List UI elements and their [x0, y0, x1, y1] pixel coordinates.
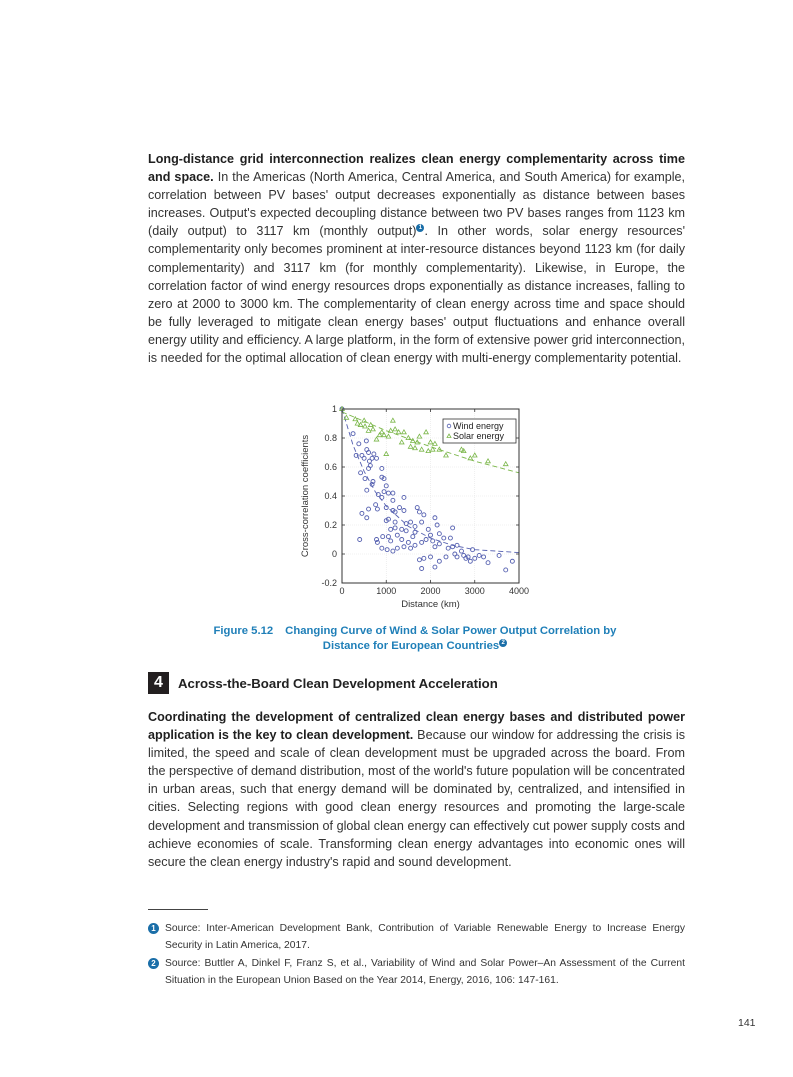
wind-data-point: [420, 567, 424, 571]
wind-data-point: [420, 540, 424, 544]
wind-data-point: [365, 516, 369, 520]
wind-data-point: [455, 555, 459, 559]
body-paragraph-interconnection: [148, 150, 685, 367]
wind-data-point: [433, 516, 437, 520]
figure-caption: [190, 624, 640, 654]
y-tick-label: 0.6: [324, 462, 337, 472]
wind-data-point: [413, 524, 417, 528]
wind-data-point: [375, 507, 379, 511]
wind-data-point: [417, 510, 421, 514]
solar-data-point: [399, 440, 404, 444]
wind-data-point: [386, 535, 390, 539]
solar-data-point: [353, 417, 358, 421]
wind-data-point: [391, 491, 395, 495]
paragraph-text: Because our window for addressing the crisis is limited, the speed and scale of clean development must be upgraded across the board. From the perspective of demand distribution, most of the world's future population will be concentrated in urban areas, such that energy demand will be dominated by, centralized, and intensified in cities. Selecting regions with good clean energy resources and promoting the large-scale development and transmission of global clean energy can effectively cut power supply costs and achieve economies of scale. Transforming clean energy advantages into economic ones will secure the clean energy industry's rapid and sound development.: [148, 728, 685, 869]
wind-data-point: [358, 538, 362, 542]
wind-data-point: [402, 545, 406, 549]
solar-data-point: [413, 446, 418, 450]
wind-data-point: [422, 513, 426, 517]
solar-data-point: [368, 423, 373, 427]
wind-data-point: [444, 555, 448, 559]
wind-data-point: [393, 526, 397, 530]
wind-data-point: [367, 507, 371, 511]
solar-data-point: [371, 427, 376, 431]
paragraph-text: . In other words, solar energy resources' complementarity only becomes prominent at inter-resource distances beyond 1123 km (for daily complementarity) and 3117 km (for monthly complementarity). Likewise, in Europe, the correlation factor of wind energy resources drops exponentially as distance increases, falling to zero at 2000 to 3000 km. The complementarity of clean energy across time and space should be fully leveraged to mitigate clean energy bases' output fluctuations and enhance overall energy utility and efficiency. A large platform, in the form of extensive power grid interconnection, is needed for the optimal allocation of clean energy with multi-energy complementarity potential.: [148, 224, 685, 366]
x-axis-label: Distance (km): [401, 599, 460, 610]
wind-data-point: [374, 503, 378, 507]
wind-data-point: [380, 466, 384, 470]
wind-data-point: [370, 456, 374, 460]
wind-data-point: [415, 506, 419, 510]
wind-data-point: [504, 568, 508, 572]
section-heading: [148, 672, 498, 694]
solar-data-point: [419, 447, 424, 451]
wind-data-point: [400, 538, 404, 542]
wind-data-point: [398, 506, 402, 510]
legend-wind-label: Wind energy: [453, 421, 504, 431]
x-tick-label: 4000: [508, 586, 530, 596]
footnote-text: Source: Inter-American Development Bank, Contribution of Variable Renewable Energy to Increase Energy Security in Latin America, 2017.: [165, 923, 685, 951]
wind-data-point: [382, 490, 386, 494]
wind-data-point: [431, 539, 435, 543]
solar-data-point: [406, 436, 411, 440]
wind-data-point: [409, 520, 413, 524]
wind-data-point: [380, 495, 384, 499]
wind-data-point: [363, 477, 367, 481]
solar-data-point: [426, 449, 431, 453]
wind-data-point: [468, 559, 472, 563]
footnote-text: Source: Buttler A, Dinkel F, Franz S, et al., Variability of Wind and Solar Power–An Assessment of the Current Situation in the European Union Based on the Year 2014, Energy, 2016, 106: 147-161.: [165, 958, 685, 986]
x-tick-label: 2000: [420, 586, 441, 596]
wind-data-point: [380, 546, 384, 550]
wind-data-point: [395, 533, 399, 537]
wind-data-point: [385, 548, 389, 552]
footnote-ref-2[interactable]: 2: [499, 639, 507, 647]
wind-data-point: [482, 555, 486, 559]
solar-data-point: [424, 430, 429, 434]
x-tick-label: 3000: [464, 586, 485, 596]
solar-data-point: [388, 428, 393, 432]
wind-data-point: [417, 558, 421, 562]
wind-data-point: [357, 442, 361, 446]
wind-data-point: [437, 542, 441, 546]
y-tick-label: 0.2: [324, 520, 337, 530]
solar-data-point: [382, 433, 387, 437]
wind-data-point: [391, 498, 395, 502]
footnote-divider: [148, 909, 208, 910]
y-axis-label: Cross-correlation coefficients: [300, 434, 311, 558]
wind-data-point: [437, 532, 441, 536]
wind-data-point: [395, 546, 399, 550]
footnote-marker-icon: 1: [148, 923, 159, 934]
wind-data-point: [372, 452, 376, 456]
legend-solar-label: Solar energy: [453, 431, 505, 441]
wind-data-point: [451, 526, 455, 530]
wind-data-point: [471, 548, 475, 552]
wind-data-point: [411, 535, 415, 539]
wind-data-point: [510, 559, 514, 563]
figure-title-line2: Distance for European Countries: [322, 640, 500, 652]
wind-data-point: [404, 529, 408, 533]
wind-data-point: [391, 549, 395, 553]
wind-data-point: [433, 565, 437, 569]
figure-number: Figure 5.12: [213, 625, 274, 637]
wind-data-point: [442, 536, 446, 540]
wind-data-point: [433, 545, 437, 549]
solar-data-point: [417, 434, 422, 438]
wind-data-point: [351, 432, 355, 436]
y-tick-label: 0.4: [324, 491, 337, 501]
page-number: 141: [738, 1017, 756, 1029]
solar-data-point: [391, 418, 396, 422]
y-tick-label: -0.2: [321, 578, 337, 588]
wind-data-point: [420, 520, 424, 524]
wind-data-point: [389, 539, 393, 543]
figure-title-line1: Changing Curve of Wind & Solar Power Output Correlation by: [285, 625, 617, 637]
solar-data-point: [444, 453, 449, 457]
scatter-chart: [296, 398, 536, 620]
footnote-ref-1[interactable]: 1: [416, 224, 424, 232]
wind-data-point: [393, 520, 397, 524]
wind-data-point: [386, 491, 390, 495]
solar-data-point: [366, 428, 371, 432]
solar-data-point: [402, 430, 407, 434]
wind-data-point: [455, 543, 459, 547]
solar-data-point: [408, 444, 413, 448]
wind-data-point: [446, 546, 450, 550]
wind-data-point: [400, 527, 404, 531]
solar-data-point: [433, 441, 438, 445]
wind-data-point: [413, 530, 417, 534]
wind-data-point: [437, 559, 441, 563]
wind-data-point: [424, 538, 428, 542]
wind-data-point: [409, 546, 413, 550]
footnote-2: [148, 955, 685, 989]
footnote-1: [148, 920, 685, 954]
solar-data-point: [344, 415, 349, 419]
paragraph-lead: Coordinating the development of centralized clean energy bases and distributed power application is the key to clean development.: [148, 710, 685, 743]
wind-data-point: [360, 511, 364, 515]
wind-data-point: [362, 456, 366, 460]
y-tick-label: 1: [331, 404, 337, 414]
wind-data-point: [477, 553, 481, 557]
solar-data-point: [374, 437, 379, 441]
wind-data-point: [413, 543, 417, 547]
wind-data-point: [459, 549, 463, 553]
wind-data-point: [402, 509, 406, 513]
wind-data-point: [402, 495, 406, 499]
wind-data-point: [365, 488, 369, 492]
section-number-badge: 4: [148, 672, 169, 694]
wind-data-point: [359, 471, 363, 475]
wind-data-point: [422, 556, 426, 560]
solar-data-point: [503, 462, 508, 466]
wind-data-point: [448, 536, 452, 540]
solar-data-point: [386, 434, 391, 438]
x-tick-label: 1000: [376, 586, 397, 596]
paragraph-text: In the Americas (North America, Central America, and South America) for example, correlation between PV bases' output decreases exponentially as distance between bases increases. Output's expected decoupling distance between two PV bases ranges from 1123 km (daily output) to 3117 km (monthly output): [148, 170, 685, 239]
paragraph-lead: Long-distance grid interconnection realizes clean energy complementarity across time and space.: [148, 152, 685, 185]
wind-data-point: [486, 561, 490, 565]
chart-legend: [443, 419, 516, 443]
x-tick-label: 0: [339, 586, 345, 596]
wind-data-point: [497, 553, 501, 557]
y-tick-label: 0: [331, 549, 337, 559]
wind-data-point: [389, 527, 393, 531]
solar-data-point: [486, 459, 491, 463]
wind-data-point: [381, 535, 385, 539]
section-title: Across-the-Board Clean Development Acceleration: [178, 675, 498, 691]
wind-data-point: [375, 456, 379, 460]
footnote-marker-icon: 2: [148, 958, 159, 969]
solar-data-point: [363, 424, 368, 428]
wind-data-point: [426, 527, 430, 531]
wind-data-point: [406, 540, 410, 544]
y-tick-label: 0.8: [324, 433, 337, 443]
solar-data-point: [393, 427, 398, 431]
body-paragraph-coordination: [148, 708, 685, 871]
wind-data-point: [364, 439, 368, 443]
